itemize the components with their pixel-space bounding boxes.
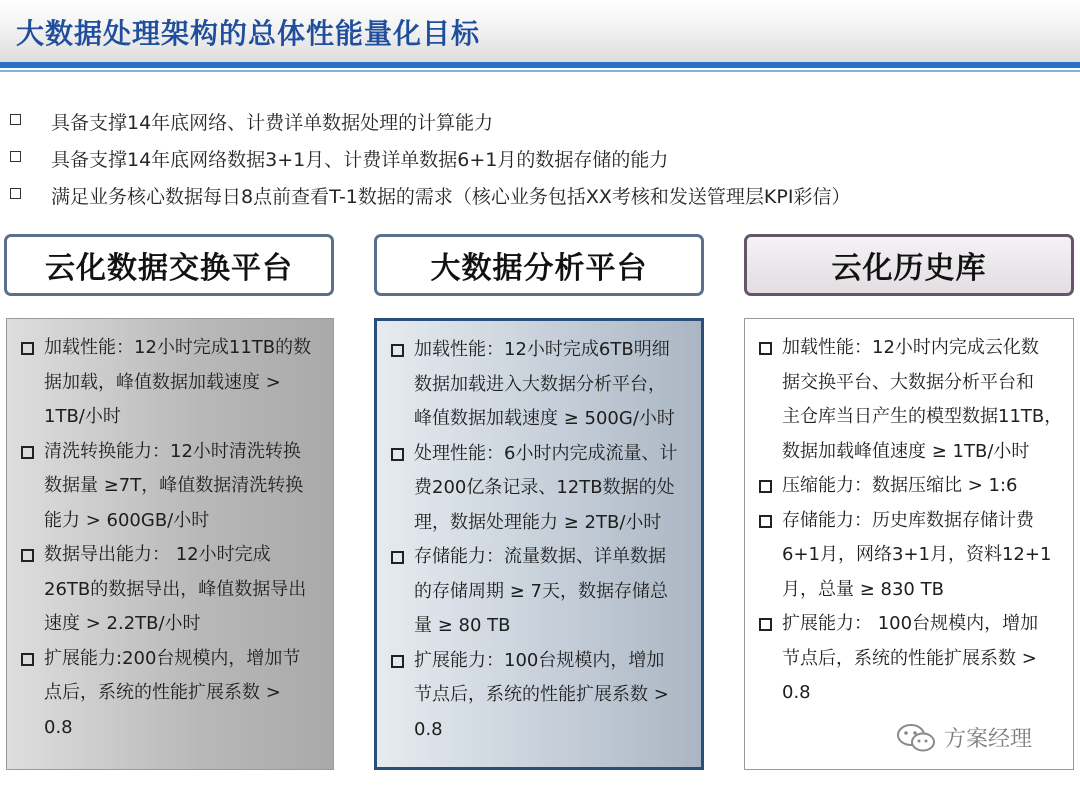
page-title: 大数据处理架构的总体性能量化目标 bbox=[16, 17, 481, 50]
list-item bbox=[391, 437, 693, 541]
list-item bbox=[759, 607, 1065, 711]
header-bar bbox=[0, 0, 1080, 62]
checkbox-square-icon bbox=[21, 342, 34, 355]
checkbox-square-icon bbox=[759, 480, 772, 493]
list-item bbox=[391, 540, 693, 644]
item-text: 清洗转换能力：12小时清洗转换 数据量 ≥7T，峰值数据清洗转换 能力 > 600GB/小时 bbox=[44, 440, 304, 531]
column-header-analysis-platform: 大数据分析平台 bbox=[374, 234, 704, 296]
bullet-list bbox=[8, 108, 850, 219]
watermark bbox=[896, 722, 1032, 753]
checkbox-square-icon bbox=[21, 653, 34, 666]
item-text: 处理性能：6小时内完成流量、计 费200亿条记录、12TB数据的处 理，数据处理能力 ≥ 2TB/小时 bbox=[414, 442, 678, 533]
checkbox-square-icon bbox=[21, 549, 34, 562]
checkbox-square-icon bbox=[10, 114, 21, 125]
list-item bbox=[21, 642, 325, 746]
panel-analysis-platform bbox=[374, 318, 704, 770]
panel-history-db bbox=[744, 318, 1074, 770]
checkbox-square-icon bbox=[391, 344, 404, 357]
header-rule-thin bbox=[0, 70, 1080, 72]
header-rule-thick bbox=[0, 62, 1080, 68]
panel-data-exchange bbox=[6, 318, 334, 770]
column-header-data-exchange: 云化数据交换平台 bbox=[4, 234, 334, 296]
item-text: 加载性能：12小时完成11TB的数 据加载，峰值数据加载速度 > 1TB/小时 bbox=[44, 337, 312, 427]
list-item bbox=[21, 435, 325, 539]
column-header-history-db: 云化历史库 bbox=[744, 234, 1074, 296]
checkbox-square-icon bbox=[391, 551, 404, 564]
list-item bbox=[391, 333, 693, 437]
bullet-item bbox=[8, 145, 850, 182]
item-text: 压缩能力：数据压缩比 > 1:6 bbox=[782, 475, 1018, 496]
list-item bbox=[21, 331, 325, 435]
list-item bbox=[759, 469, 1065, 504]
checkbox-square-icon bbox=[759, 515, 772, 528]
item-text: 扩展能力：100台规模内，增加 节点后，系统的性能扩展系数 > 0.8 bbox=[414, 649, 669, 740]
bullet-text: 满足业务核心数据每日8点前查看T-1数据的需求（核心业务包括XX考核和发送管理层KPI彩信） bbox=[51, 186, 851, 208]
bullet-item bbox=[8, 108, 850, 145]
item-text: 存储能力：历史库数据存储计费 6+1月，网络3+1月，资料12+1 月，总量 ≥ 830 TB bbox=[782, 509, 1052, 600]
list-item bbox=[759, 331, 1065, 469]
checkbox-square-icon bbox=[10, 188, 21, 199]
item-text: 数据导出能力： 12小时完成 26TB的数据导出，峰值数据导出 速度 > 2.2TB/小时 bbox=[44, 544, 307, 634]
checkbox-square-icon bbox=[759, 342, 772, 355]
checkbox-square-icon bbox=[10, 151, 21, 162]
list-item bbox=[391, 644, 693, 748]
item-text: 扩展能力:200台规模内，增加节 点后，系统的性能扩展系数 > 0.8 bbox=[44, 647, 301, 738]
watermark-text: 方案经理 bbox=[944, 727, 1033, 752]
checkbox-square-icon bbox=[759, 618, 772, 631]
list-item bbox=[759, 504, 1065, 608]
checkbox-square-icon bbox=[391, 655, 404, 668]
checkbox-square-icon bbox=[391, 448, 404, 461]
wechat-icon bbox=[896, 723, 936, 753]
checkbox-square-icon bbox=[21, 446, 34, 459]
list-item bbox=[21, 538, 325, 642]
item-text: 加载性能：12小时完成6TB明细 数据加载进入大数据分析平台， 峰值数据加载速度 ≥ 500G/小时 bbox=[414, 339, 675, 429]
item-text: 加载性能：12小时内完成云化数 据交换平台、大数据分析平台和 主仓库当日产生的模型数据11TB， 数据加载峰值速度 ≥ 1TB/小时 bbox=[782, 337, 1063, 462]
bullet-item bbox=[8, 182, 850, 219]
bullet-text: 具备支撑14年底网络、计费详单数据处理的计算能力 bbox=[51, 112, 494, 134]
bullet-text: 具备支撑14年底网络数据3+1月、计费详单数据6+1月的数据存储的能力 bbox=[51, 149, 669, 171]
item-text: 存储能力：流量数据、详单数据 的存储周期 ≥ 7天，数据存储总 量 ≥ 80 TB bbox=[414, 546, 668, 636]
item-text: 扩展能力： 100台规模内，增加 节点后，系统的性能扩展系数 > 0.8 bbox=[782, 613, 1039, 703]
